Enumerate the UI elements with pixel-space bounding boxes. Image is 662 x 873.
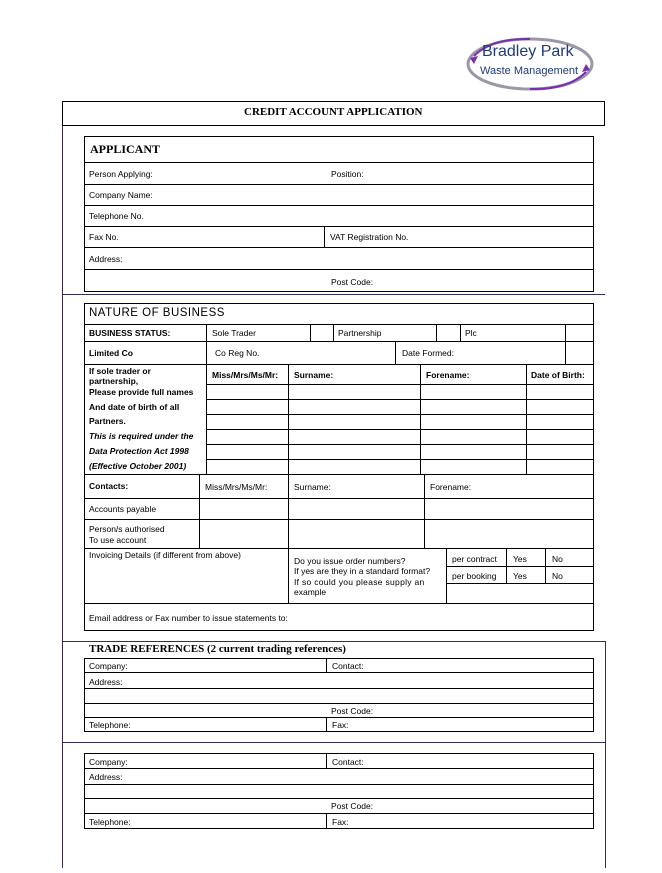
ref2-company-label: Company: [89, 757, 128, 767]
separator [62, 641, 605, 642]
contact-col-title: Miss/Mrs/Ms/Mr: [205, 482, 268, 492]
per-booking-yes[interactable]: Yes [513, 571, 527, 581]
position-label: Position: [331, 169, 364, 179]
status-partnership[interactable]: Partnership [338, 328, 382, 338]
per-contract-no[interactable]: No [552, 554, 563, 564]
ref1-address-label: Address: [89, 677, 123, 687]
telephone-field[interactable] [155, 206, 592, 225]
person-applying-field[interactable] [160, 163, 320, 183]
business-status-label: BUSINESS STATUS: [89, 328, 171, 338]
order-question: If so could you please supply an [294, 577, 425, 587]
applicant-heading: APPLICANT [90, 142, 161, 156]
status-plc[interactable]: Plc [465, 328, 477, 338]
ref2-fax-label: Fax: [332, 817, 349, 827]
ref1-fax-label: Fax: [332, 720, 349, 730]
protection-note: This is required under the [89, 431, 194, 441]
trade-heading: TRADE REFERENCES (2 current trading references) [89, 643, 346, 655]
partnership-checkbox[interactable] [437, 325, 459, 340]
telephone-label: Telephone No. [89, 211, 144, 221]
status-sole-trader[interactable]: Sole Trader [212, 328, 256, 338]
page-title: CREDIT ACCOUNT APPLICATION [244, 106, 423, 118]
ref2-address-label: Address: [89, 772, 123, 782]
date-formed-label: Date Formed: [402, 348, 454, 358]
sole-trader-note: If sole trader or [89, 366, 151, 376]
logo-line2: Waste Management [480, 65, 579, 77]
ref1-company-label: Company: [89, 661, 128, 671]
address-label: Address: [89, 254, 123, 264]
accounts-payable-fields[interactable] [200, 499, 593, 518]
address-field[interactable] [130, 248, 592, 268]
separator [62, 742, 605, 743]
sole-trader-note: And date of birth of all [89, 402, 180, 412]
ref1-contact-label: Contact: [332, 661, 364, 671]
order-question: If yes are they in a standard format? [294, 566, 431, 576]
accounts-payable-label: Accounts payable [89, 504, 157, 514]
vat-field[interactable] [420, 227, 592, 246]
contacts-label: Contacts: [89, 481, 129, 491]
persons-authorised-label: To use account [89, 535, 147, 545]
fax-field[interactable] [125, 227, 322, 246]
email-label: Email address or Fax number to issue statements to: [89, 613, 288, 623]
order-question: Do you issue order numbers? [294, 556, 406, 566]
per-booking-label: per booking [452, 571, 497, 581]
partner-col-title: Miss/Mrs/Ms/Mr: [212, 370, 279, 380]
contact-col-surname: Surname: [294, 482, 331, 492]
persons-authorised-label: Person/s authorised [89, 524, 165, 534]
persons-authorised-fields[interactable] [200, 520, 593, 547]
sole-trader-note: Partners. [89, 416, 126, 426]
company-name-field[interactable] [160, 185, 592, 204]
partner-details-grid[interactable] [207, 385, 593, 473]
partner-col-dob: Date of Birth: [531, 370, 585, 380]
sole-trader-note: partnership, [89, 376, 139, 386]
right-rule [605, 641, 606, 868]
protection-note: (Effective October 2001) [89, 461, 187, 471]
fax-label: Fax No. [89, 232, 119, 242]
partner-col-forename: Forename: [426, 370, 470, 380]
vat-label: VAT Registration No. [330, 232, 409, 242]
co-reg-field[interactable] [270, 342, 394, 363]
ref2-contact-label: Contact: [332, 757, 364, 767]
ref2-telephone-label: Telephone: [89, 817, 131, 827]
ref2-fields[interactable] [86, 769, 592, 828]
sole-trader-note: Please provide full names [89, 387, 194, 397]
plc-checkbox[interactable] [566, 325, 593, 340]
separator [62, 294, 605, 295]
company-name-label: Company Name: [89, 190, 153, 200]
per-contract-label: per contract [452, 554, 497, 564]
email-field[interactable] [310, 605, 592, 629]
order-question: example [294, 587, 327, 597]
post-code-field[interactable] [380, 270, 592, 290]
per-booking-no[interactable]: No [552, 571, 563, 581]
limited-co-label: Limited Co [89, 348, 133, 358]
co-reg-label: Co Reg No. [215, 348, 260, 358]
contact-col-forename: Forename: [430, 482, 472, 492]
partner-col-surname: Surname: [294, 370, 334, 380]
sole-trader-checkbox[interactable] [311, 325, 332, 340]
invoicing-field[interactable] [86, 562, 286, 602]
ref1-telephone-label: Telephone: [89, 720, 131, 730]
invoicing-label: Invoicing Details (if different from above) [89, 550, 241, 560]
ref1-post-code-label: Post Code: [331, 706, 374, 716]
business-heading: NATURE OF BUSINESS [89, 307, 225, 319]
ref1-fields[interactable] [86, 673, 592, 731]
protection-note: Data Protection Act 1998 [89, 446, 189, 456]
per-contract-yes[interactable]: Yes [513, 554, 527, 564]
post-code-label: Post Code: [331, 277, 374, 287]
company-logo [462, 34, 598, 94]
ref2-post-code-label: Post Code: [331, 801, 374, 811]
left-margin-rule [62, 126, 63, 868]
position-field[interactable] [370, 163, 592, 183]
person-applying-label: Person Applying: [89, 169, 153, 179]
logo-line1: Bradley Park [482, 43, 574, 60]
date-formed-field[interactable] [566, 342, 593, 363]
